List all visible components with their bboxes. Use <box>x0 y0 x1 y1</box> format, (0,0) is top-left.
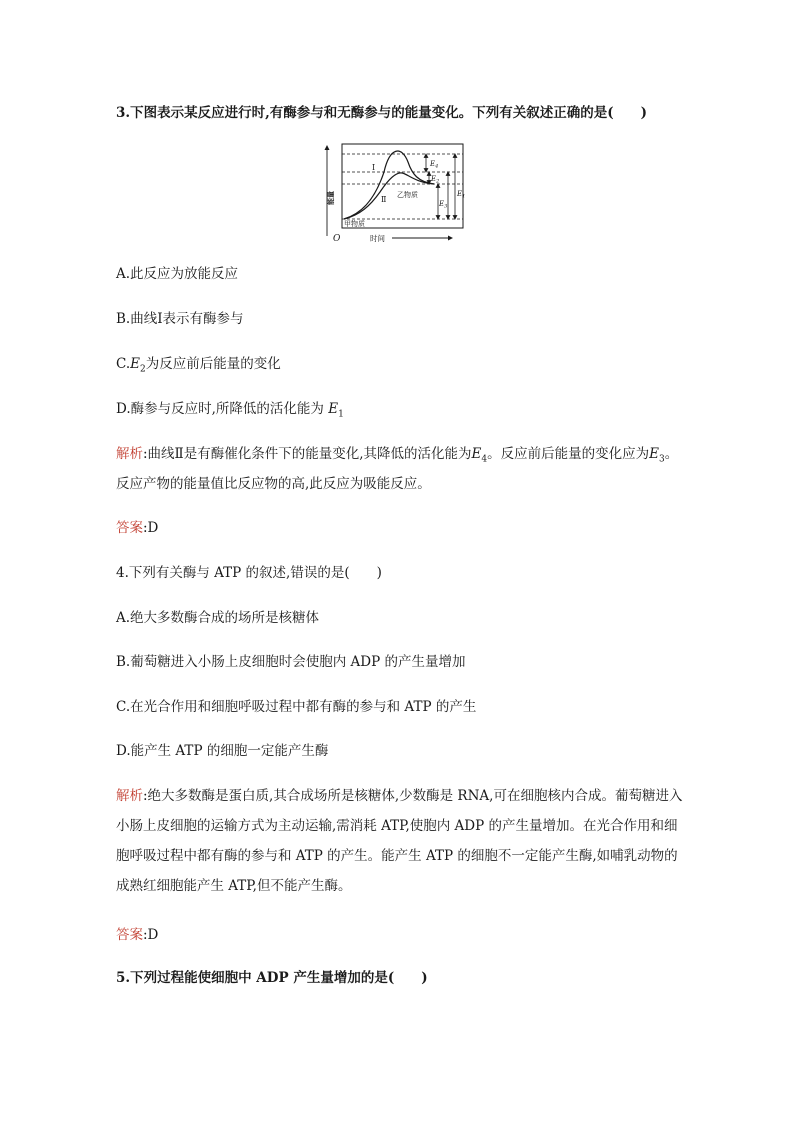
svg-text:E3: $E_3$ <box>439 200 448 210</box>
q3-option-a: A.此反应为放能反应 <box>116 266 239 282</box>
answer-label: 答案 <box>116 927 143 943</box>
q3-answer: 答案:D <box>116 520 159 536</box>
curve-2-label: Ⅱ <box>381 195 387 204</box>
question-4-stem: 4.下列有关酶与 ATP 的叙述,错误的是( ) <box>116 565 382 581</box>
question-3-stem: 3.下图表示某反应进行时,有酶参与和无酶参与的能量变化。下列有关叙述正确的是( ) <box>116 105 648 121</box>
origin-label: O <box>333 234 341 242</box>
q4-option-a: A.绝大多数酶合成的场所是核糖体 <box>116 610 320 626</box>
question-5-stem: 5.下列过程能使细胞中 ADP 产生量增加的是( ) <box>116 970 428 986</box>
answer-label: 答案 <box>116 520 143 536</box>
q4-option-d: D.能产生 ATP 的细胞一定能产生酶 <box>116 743 329 759</box>
q3-option-c: $C.E_2$为反应前后能量的变化 <box>116 356 281 375</box>
q3-analysis-line-2: 反应产物的能量值比反应物的高,此反应为吸能反应。 <box>116 476 431 492</box>
x-axis-label: 时间 <box>370 234 385 242</box>
q3-analysis: 解析:曲线Ⅱ是有酶催化条件下的能量变化,其降低的活化能为$E_4$。反应前后能量的变化应为$E_3$。 <box>116 446 679 465</box>
curve-1-label: Ⅰ <box>372 163 376 172</box>
svg-text:E4: $E_4$ <box>430 160 439 170</box>
q4-answer: 答案:D <box>116 927 159 943</box>
product-label: 乙物质 <box>397 191 418 199</box>
q3-option-d: D.酶参与反应时,所降低的活化能为 $E_1$ <box>116 401 344 420</box>
curve-1-line <box>344 151 434 219</box>
analysis-label: 解析 <box>116 446 143 462</box>
q3-option-b: B.曲线Ⅰ表示有酶参与 <box>116 311 244 327</box>
reactant-label: 甲物质 <box>344 220 365 228</box>
q4-option-c: C.在光合作用和细胞呼吸过程中都有酶的参与和 ATP 的产生 <box>116 699 477 715</box>
y-axis-label: 能量 <box>326 191 335 205</box>
analysis-label: 解析 <box>116 788 143 804</box>
q4-option-b: B.葡萄糖进入小肠上皮细胞时会使胞内 ADP 的产生量增加 <box>116 654 466 670</box>
svg-text:E1: $E_1$ <box>457 190 466 200</box>
svg-text:E2: $E_2$ <box>431 175 440 185</box>
energy-diagram <box>322 142 472 242</box>
q4-analysis: 解析:绝大多数酶是蛋白质,其合成场所是核糖体,少数酶是 RNA,可在细胞核内合成。葡萄糖进入小肠上皮细胞的运输方式为主动运输,需消耗 ATP,使胞内 ADP 的产生量增加。在光合作用和细胞呼吸过程中都有酶的参与和 ATP 的产生。能产生 ATP 的细胞不一定能产生酶,如哺乳动物的成熟红细胞能产生 ATP,但不能产生酶。 <box>116 788 683 894</box>
